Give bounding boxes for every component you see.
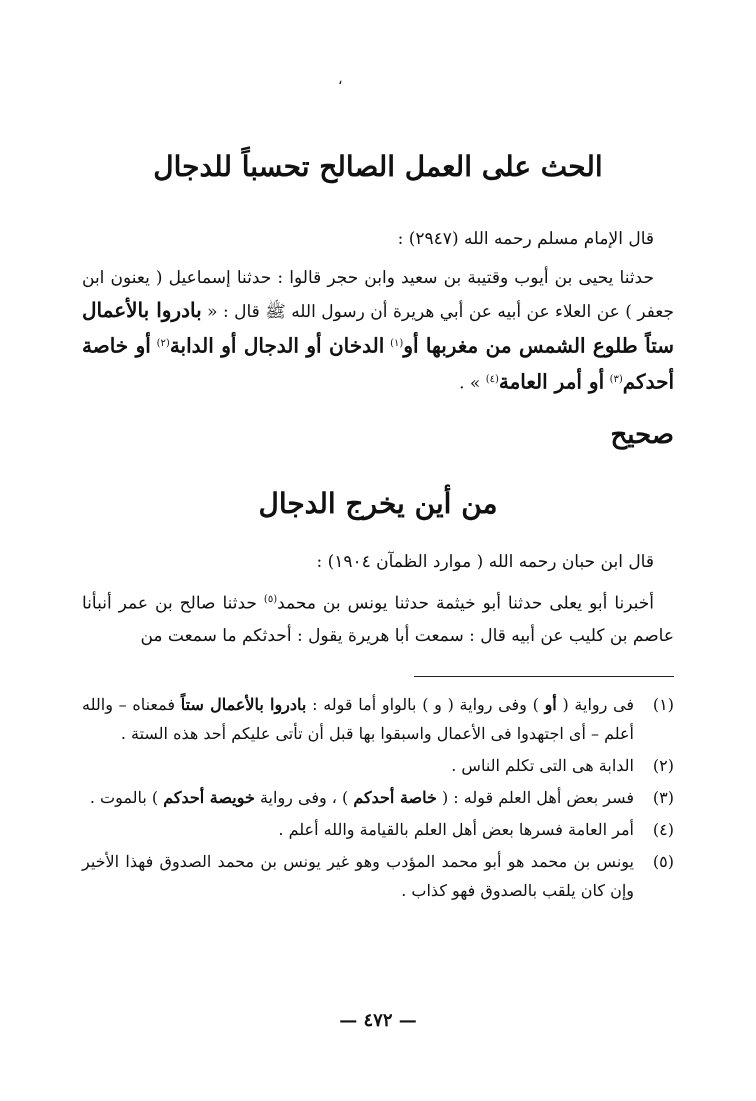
note-bold: خاصة أحدكم — [353, 788, 437, 807]
footnote-ref-5[interactable]: (٥) — [263, 594, 278, 605]
note-bold: بادروا بالأعمال ستاً — [180, 695, 307, 714]
footnote-divider — [414, 676, 674, 677]
note-text: ) ، وفى رواية — [259, 788, 349, 807]
hadith2-chain-b: حدثنا صالح بن عمر أنبأنا عاصم بن كليب عن أبيه قال : سمعت أبا هريرة يقول : أحدثكم ما سمعت من — [82, 593, 674, 646]
footnote-ref-4[interactable]: (٤) — [485, 373, 499, 385]
page-number: — ٤٧٢ — — [339, 1010, 417, 1031]
footnote-ref-2[interactable]: (٢) — [156, 338, 170, 349]
footnote-ref-1[interactable]: (١) — [390, 338, 404, 349]
hadith1-close: » . — [459, 373, 481, 394]
footnote-number: (٤) — [652, 820, 674, 839]
note-text: ) وفى رواية ( و ) بالواو أما قوله : — [312, 695, 539, 714]
footnote-number: (٢) — [652, 756, 674, 775]
note-bold: خويصة أحدكم — [163, 788, 255, 807]
hadith-text-1 — [82, 262, 674, 399]
ink-mark: ، — [338, 72, 343, 88]
footnote-ref-3[interactable]: (٣) — [609, 373, 623, 385]
hadith1-matn-c: أو خاصة أحدكم — [82, 333, 674, 394]
grade-label: صحيح — [610, 420, 674, 450]
hadith2-chain-a: أخبرنا أبو يعلى حدثنا أبو خيثمة حدثنا يونس بن محمد — [277, 593, 654, 614]
footnote-text: أمر العامة فسرها بعض أهل العلم بالقيامة والله أعلم . — [278, 820, 634, 839]
footnote-4 — [82, 815, 674, 844]
chapter-heading-2: من أين يخرج الدجال — [258, 487, 498, 520]
footnote-5 — [82, 847, 674, 905]
hadith1-matn-d: أو أمر العامة — [498, 369, 605, 394]
note-bold: أو — [544, 695, 557, 714]
footnote-text — [82, 690, 634, 748]
note-text: ) بالموت . — [89, 788, 159, 807]
footnote-number: (٥) — [652, 852, 674, 871]
footnotes — [82, 690, 674, 908]
footnote-2 — [82, 751, 674, 780]
footnote-text: الدابة هى التى تكلم الناس . — [451, 756, 634, 775]
note-text: فى رواية ( — [562, 695, 635, 714]
footnote-text — [82, 783, 634, 812]
hadith1-chain: حدثنا يحيى بن أيوب وقتيبة بن سعيد وابن حجر قالوا : حدثنا إسماعيل ( يعنون ابن جعفر ) عن العلاء عن أبيه عن أبي هريرة أن رسول الله ﷺ قال : « — [82, 268, 675, 322]
hadith-text-2 — [82, 584, 674, 652]
hadith1-matn-a: بادروا بالأعمال ستاً طلوع الشمس من مغربها أو — [82, 298, 674, 358]
source-intro-1: قال الإمام مسلم رحمه الله (٢٩٤٧) : — [397, 229, 654, 249]
footnote-3 — [82, 783, 674, 812]
footnote-number: (١) — [652, 695, 674, 714]
footnote-text: يونس بن محمد هو أبو محمد المؤدب وهو غير يونس بن محمد الصدوق فهذا الأخير وإن كان يلقب بالصدوق فهو كذاب . — [82, 852, 634, 900]
note-text: فسر بعض أهل العلم قوله : ( — [441, 788, 634, 807]
book-page — [82, 0, 674, 1101]
source-intro-2: قال ابن حبان رحمه الله ( موارد الظمآن ١٩٠٤) : — [316, 552, 654, 572]
footnote-1 — [82, 690, 674, 748]
footnote-number: (٣) — [652, 788, 674, 807]
hadith1-matn-b: الدخان أو الدجال أو الدابة — [169, 333, 385, 358]
note-text: فمعناه – والله أعلم – أى اجتهدوا فى الأعمال واسبقوا بها قبل أن تأتى عليكم أحد هذه الستة . — [82, 695, 634, 743]
chapter-heading-1: الحث على العمل الصالح تحسباً للدجال — [153, 150, 603, 183]
